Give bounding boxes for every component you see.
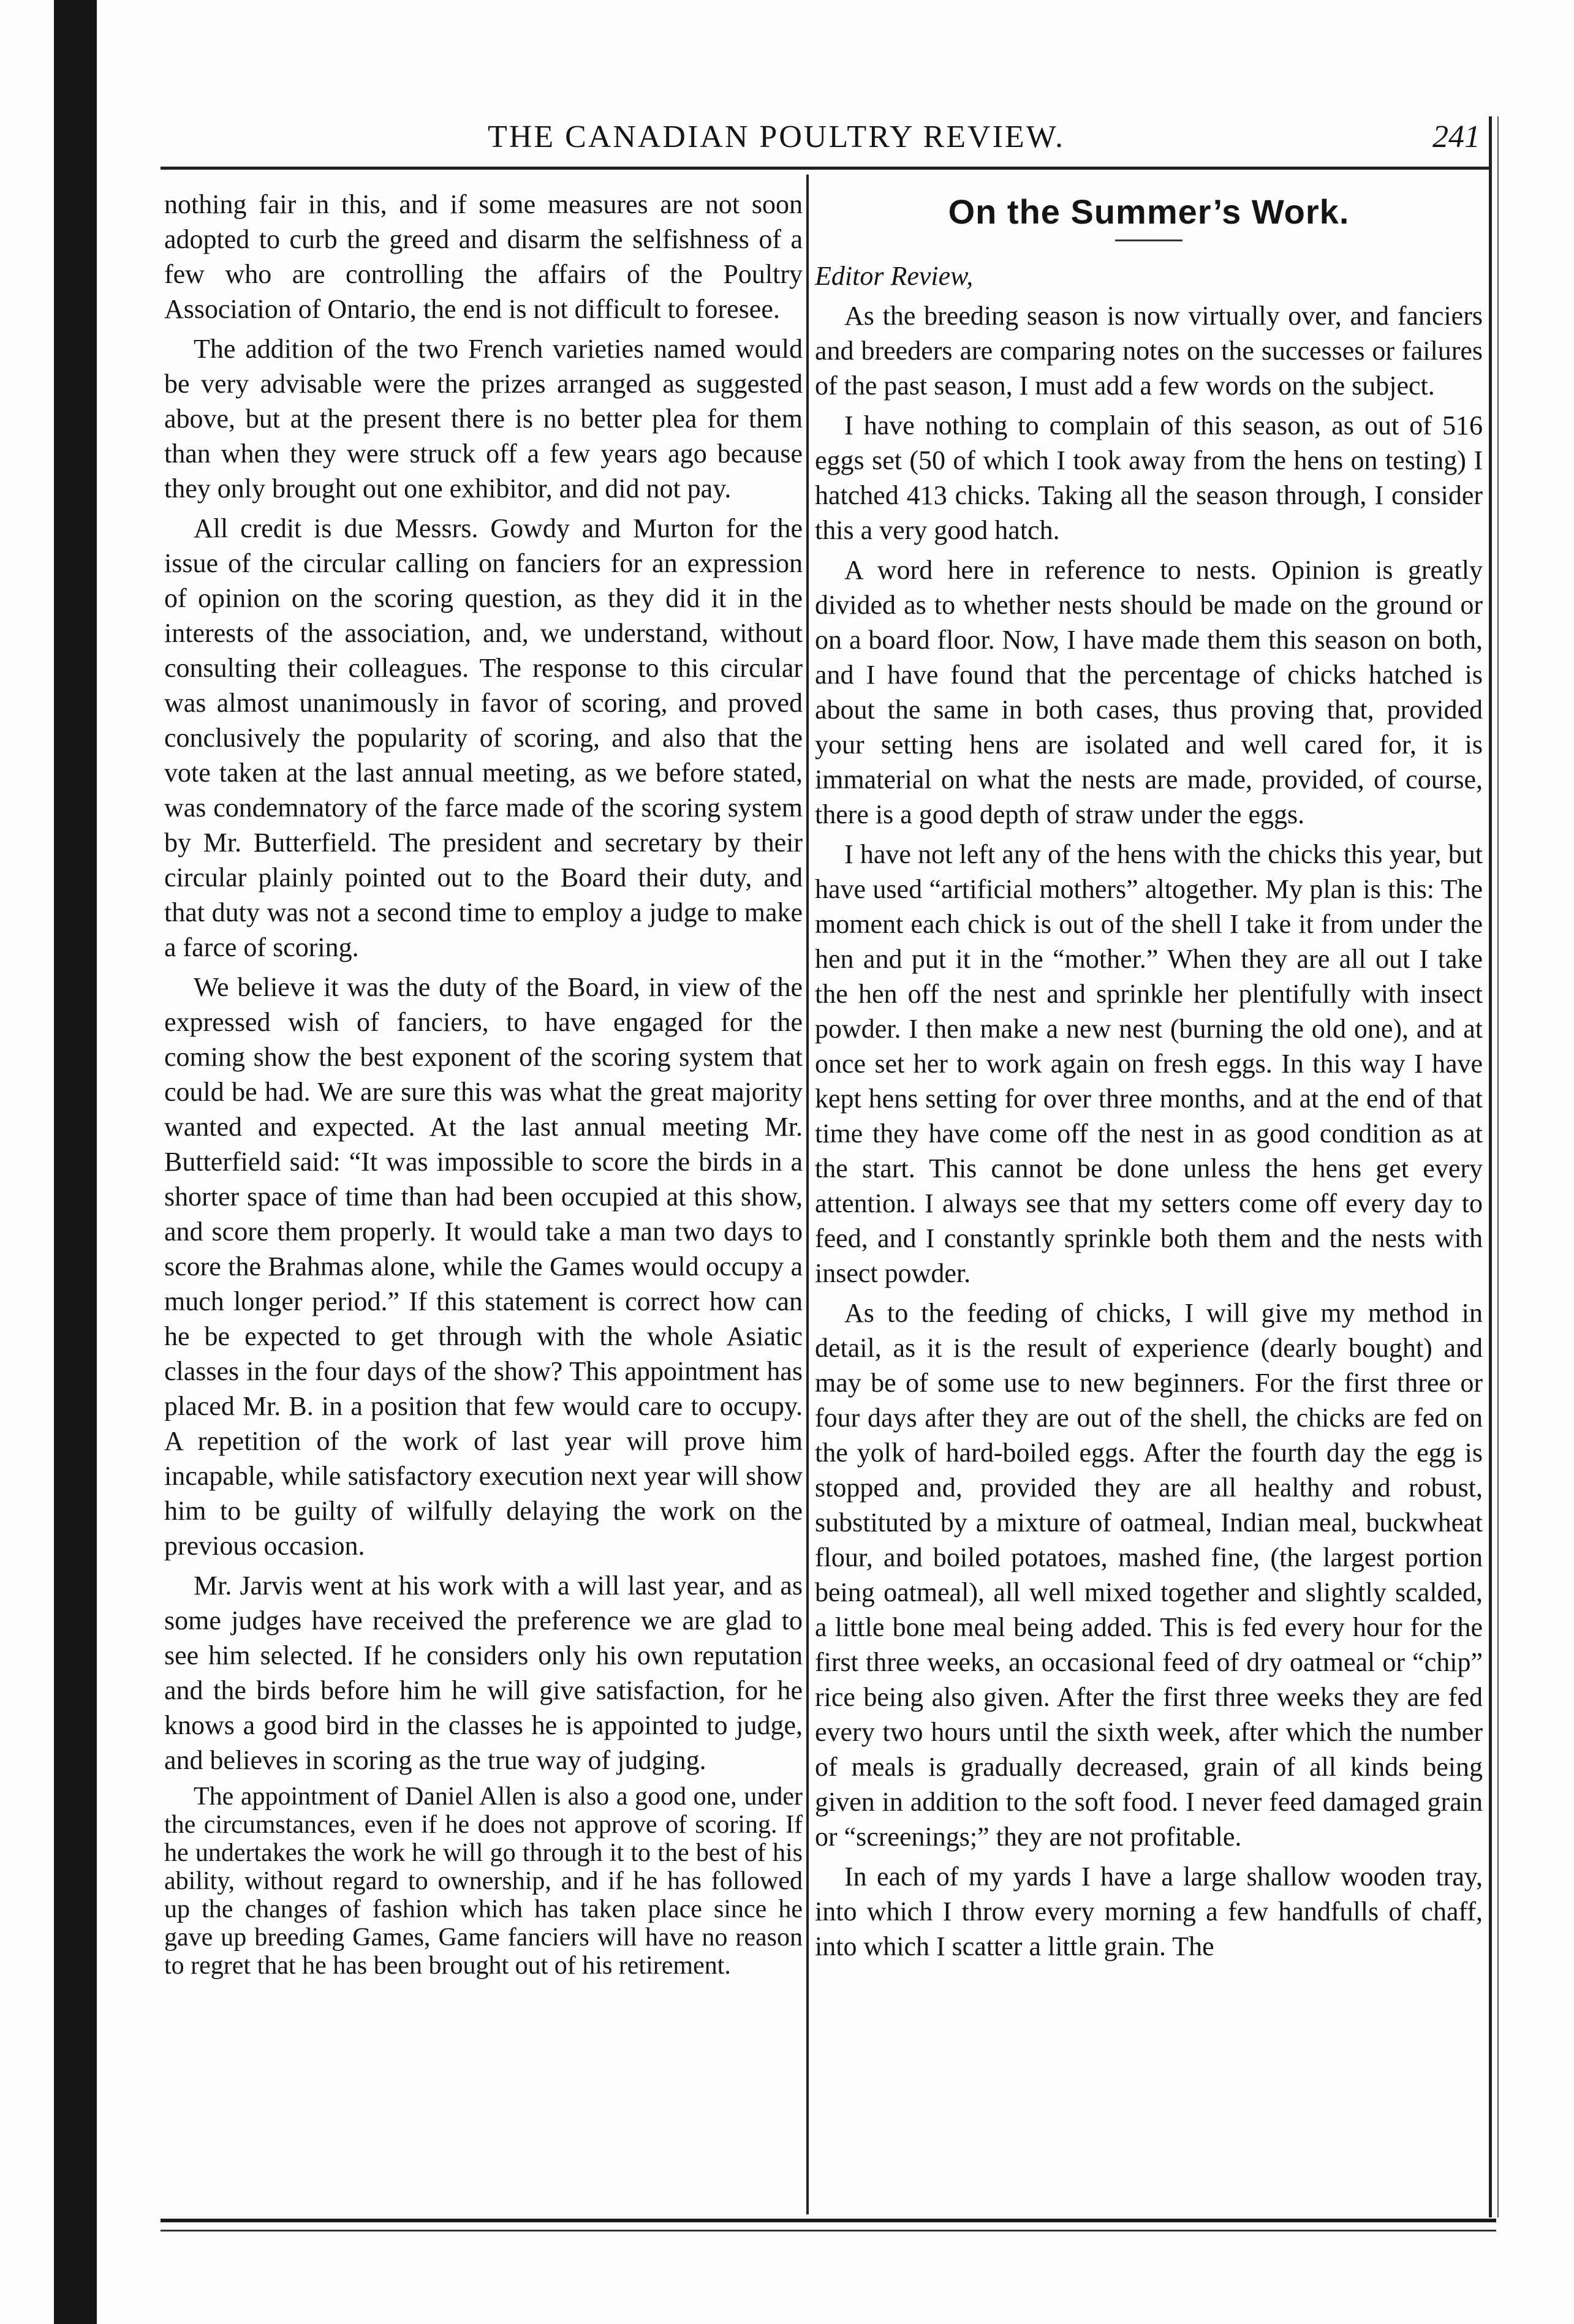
footer-rule-thin [161,2230,1496,2232]
paragraph: I have not left any of the hens with the chicks this year, but have used “artificial mothers” altogether. My plan is this: The moment each chick is out of the shell I take it from under the hen and put it in the “mother.” When they are all out I take the hen off the nest and sprinkle her plentifully with insect powder. I then make a new nest (burning the old one), and at once set her to work again on fresh eggs. In this way I have kept hens setting for over three months, and at the end of that time they have come off the nest in as good condition as at the start. This cannot be done unless the hens get every attention. I always see that my setters come off every day to feed, and I constantly sprinkle both them and the nests with insect powder. [815,839,1483,1288]
paragraph: nothing fair in this, and if some measures are not soon adopted to curb the greed and disarm the selfishness of a few who are controlling the affairs of the Poultry Association of Ontario, the end is not difficult to foresee. [164,189,803,324]
paragraph: I have nothing to complain of this season, as out of 516 eggs set (50 of which I took away from the hens on testing) I hatched 413 chicks. Taking all the season through, I consider this a very good hatch. [815,410,1483,545]
page-number: 241 [1432,119,1480,154]
title-rule [1115,240,1182,241]
paragraph: A word here in reference to nests. Opinion is greatly divided as to whether nests should be made on the ground or on a board floor. Now, I have made them this season on both, and I have found that the percentage of chicks hatched is about the same in both cases, thus proving that, provided your setting hens are isolated and well cared for, it is immaterial on what the nests are made, provided, of course, there is a good depth of straw under the eggs. [815,555,1483,829]
journal-title: THE CANADIAN POULTRY REVIEW. [488,119,1065,154]
paragraph: The appointment of Daniel Allen is also a good one, under the circumstances, even if he does not approve of scoring. If he undertakes the work he will go through it to the best of his ability, without regard to ownership, and if he has followed up the changes of fashion which has taken place since he gave up breeding Games, Game fanciers will have no reason to regret that he has been brought out of his retirement. [164,1783,803,1980]
footer-rule [161,2219,1496,2222]
paragraph: We believe it was the duty of the Board, in view of the expressed wish of fanciers, to have engaged for the coming show the best exponent of the scoring system that could be had. We are sure this was what the great majority wanted and expected. At the last annual meeting Mr. Butterfield said: “It was impossible to score the birds in a shorter space of time than had been occupied at this show, and score them properly. It would take a man two days to score the Brahmas alone, while the Games would occupy a much longer period.” If this statement is correct how can he be expected to get through with the whole Asiatic classes in the four days of the show? This appointment has placed Mr. B. in a position that few would care to occupy. A repetition of the work of last year will prove him incapable, while satisfactory execution next year will show him to be guilty of wilfully delaying the work on the previous occasion. [164,972,803,1561]
paragraph: As the breeding season is now virtually over, and fanciers and breeders are comparing notes on the successes or failures of the past season, I must add a few words on the subject. [815,301,1483,401]
paragraph: All credit is due Messrs. Gowdy and Murton for the issue of the circular calling on fanciers for an expression of opinion on the scoring question, as they did it in the interests of the association, and, we understand, without consulting their colleagues. The response to this circular was almost unanimously in favor of scoring, and proved conclusively the popularity of scoring, and also that the vote taken at the last annual meeting, as we before stated, was condemnatory of the farce made of the scoring system by Mr. Butterfield. The president and secretary by their circular plainly pointed out to the Board their duty, and that duty was not a second time to employ a judge to make a farce of scoring. [164,513,803,962]
article-title: On the Summer’s Work. [948,192,1350,231]
left-column [164,187,803,1985]
right-border-rule [1489,116,1492,2217]
paragraph: Mr. Jarvis went at his work with a will last year, and as some judges have received the preference we are glad to see him selected. If he considers only his own reputation and the birds before him he will give satisfaction, for he knows a good bird in the classes he is appointed to judge, and believes in scoring as the true way of judging. [164,1571,803,1775]
column-divider [806,175,809,2214]
binding-edge [54,0,97,2324]
right-border-rule-thin [1497,116,1499,2217]
running-head [184,113,1489,168]
paragraph: As to the feeding of chicks, I will give my method in detail, as it is the result of experience (dearly bought) and may be of some use to new beginners. For the first three or four days after they are out of the shell, the chicks are fed on the yolk of hard-boiled eggs. After the fourth day the egg is stopped and, provided they are all healthy and robust, substituted by a mixture of oatmeal, Indian meal, buckwheat flour, and boiled potatoes, mashed fine, (the largest portion being oatmeal), all well mixed together and slightly scalded, a little bone meal being added. This is fed every hour for the first three weeks, an occasional feed of dry oatmeal or “chip” rice being also given. After the first three weeks they are fed every two hours until the sixth week, after which the number of meals is gradually decreased, grain of all kinds being given in addition to the soft food. I never feed damaged grain or “screenings;” they are not profitable. [815,1298,1483,1852]
paragraph: The addition of the two French varieties named would be very advisable were the prizes arranged as suggested above, but at the present there is no better plea for them than when they were struck off a few years ago because they only brought out one exhibitor, and did not pay. [164,334,803,504]
paragraph: In each of my yards I have a large shallow wooden tray, into which I throw every morning a few handfulls of chaff, into which I scatter a little grain. The [815,1862,1483,1961]
right-column [815,187,1483,1969]
header-rule [161,167,1490,170]
salutation: Editor Review, [815,261,974,291]
